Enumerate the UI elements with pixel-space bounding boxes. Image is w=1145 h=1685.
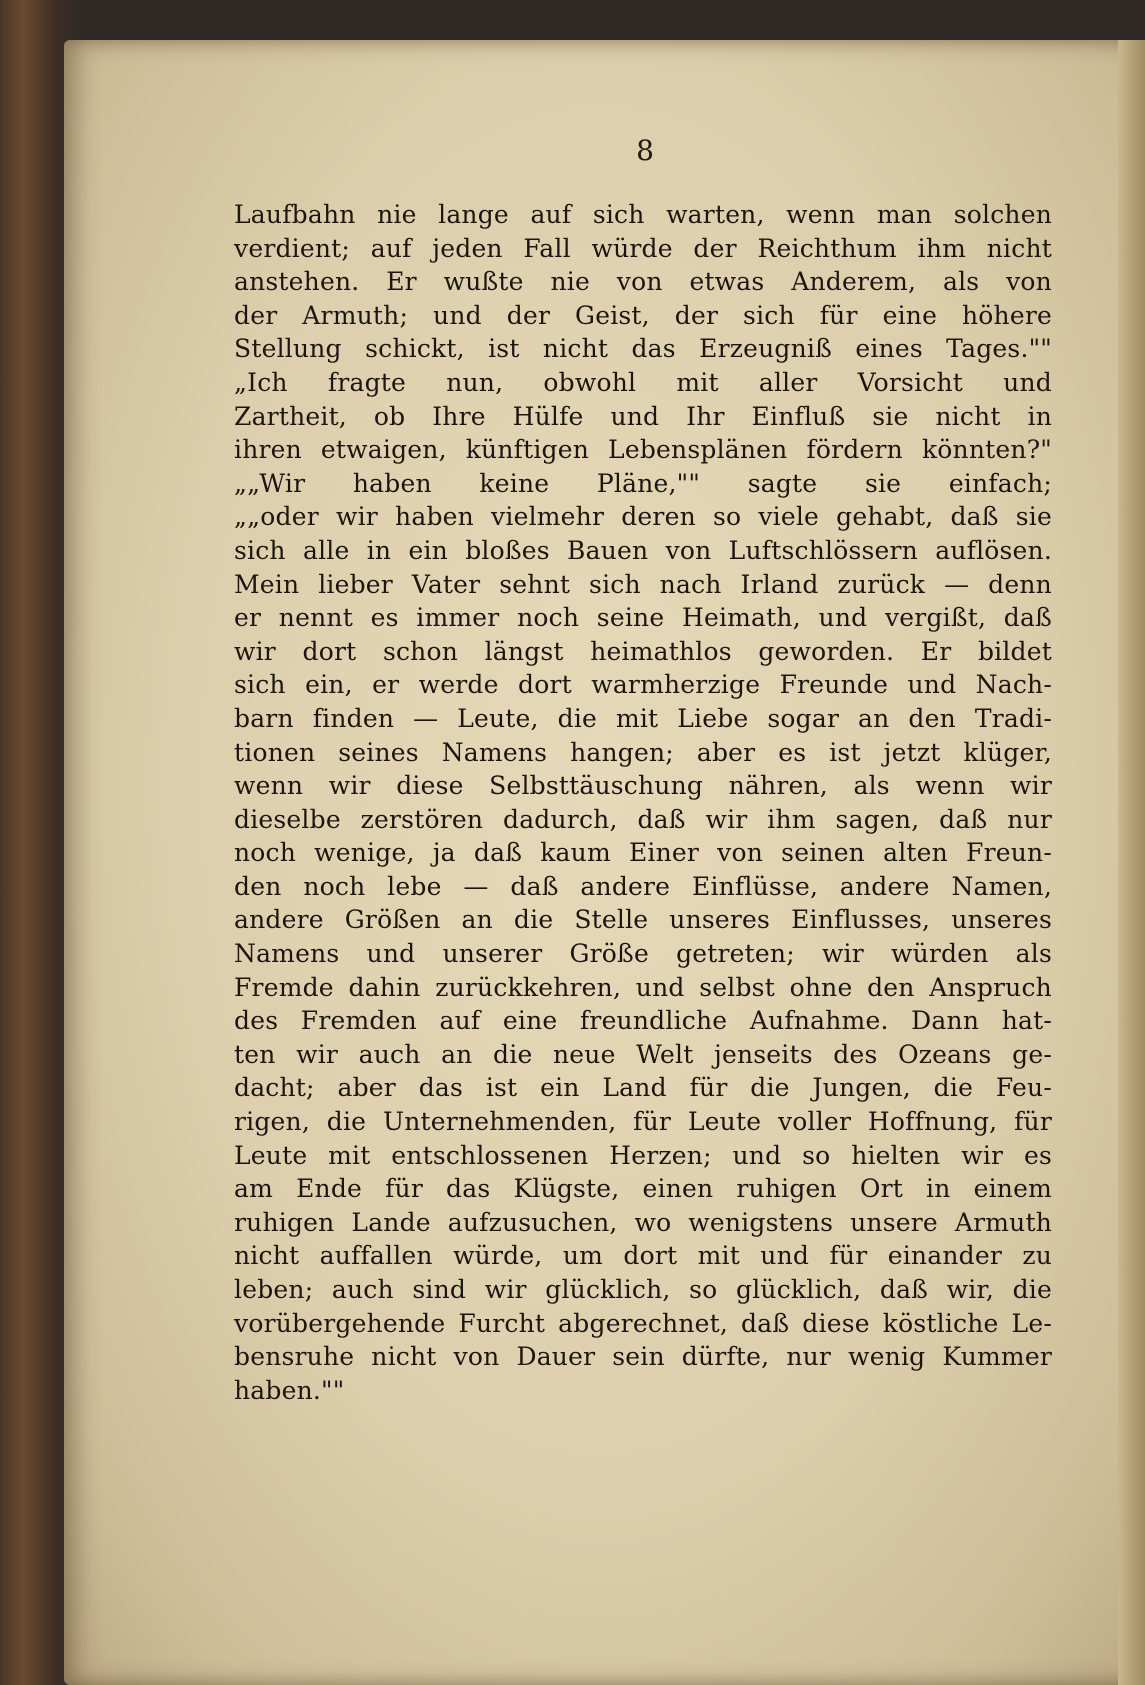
text-line: Stellung schickt, ist nicht das Erzeugniß eines Tages."" <box>234 334 1052 364</box>
text-line: vorübergehende Furcht abgerechnet, daß diese köstliche Le- <box>234 1308 1052 1338</box>
text-line: noch wenige, ja daß kaum Einer von seinen alten Freun- <box>234 838 1052 868</box>
text-line: Mein lieber Vater sehnt sich nach Irland zurück — denn <box>234 569 1052 599</box>
text-line: er nennt es immer noch seine Heimath, und vergißt, daß <box>234 603 1052 633</box>
text-line: Zartheit, ob Ihre Hülfe und Ihr Einfluß sie nicht in <box>234 401 1052 431</box>
text-line: anstehen. Er wußte nie von etwas Anderem, als von <box>234 267 1052 297</box>
text-line: Laufbahn nie lange auf sich warten, wenn man solchen <box>234 200 1052 229</box>
text-line: ten wir auch an die neue Welt jenseits des Ozeans ge- <box>234 1039 1052 1069</box>
text-line: nicht auffallen würde, um dort mit und für einander zu <box>234 1241 1052 1271</box>
text-line: andere Größen an die Stelle unseres Einflusses, unseres <box>234 905 1052 935</box>
text-line: „„oder wir haben vielmehr deren so viele gehabt, daß sie <box>234 502 1052 532</box>
text-line: der Armuth; und der Geist, der sich für eine höhere <box>234 300 1052 330</box>
text-line: dieselbe zerstören dadurch, daß wir ihm sagen, daß nur <box>234 804 1052 834</box>
text-line: verdient; auf jeden Fall würde der Reichthum ihm nicht <box>234 233 1052 263</box>
text-line: den noch lebe — daß andere Einflüsse, andere Namen, <box>234 871 1052 901</box>
page-number: 8 <box>636 134 654 167</box>
text-line: Fremde dahin zurückkehren, und selbst ohne den Anspruch <box>234 972 1052 1002</box>
text-line: ihren etwaigen, künftigen Lebensplänen fördern könnten?" <box>234 435 1052 465</box>
text-line: am Ende für das Klügste, einen ruhigen Ort in einem <box>234 1174 1052 1204</box>
text-line: Namens und unserer Größe getreten; wir würden als <box>234 939 1052 969</box>
text-line: sich ein, er werde dort warmherzige Freunde und Nach- <box>234 670 1052 700</box>
text-line: dacht; aber das ist ein Land für die Jungen, die Feu- <box>234 1073 1052 1103</box>
text-line: „„Wir haben keine Pläne,"" sagte sie einfach; <box>234 468 1052 498</box>
text-line: rigen, die Unternehmenden, für Leute voller Hoffnung, für <box>234 1107 1052 1137</box>
text-line: tionen seines Namens hangen; aber es ist jetzt klüger, <box>234 737 1052 767</box>
text-line: haben."" <box>234 1375 345 1405</box>
text-line: bensruhe nicht von Dauer sein dürfte, nur wenig Kummer <box>234 1342 1052 1372</box>
text-line: Leute mit entschlossenen Herzen; und so hielten wir es <box>234 1140 1052 1170</box>
text-line: sich alle in ein bloßes Bauen von Luftschlössern auflösen. <box>234 535 1052 565</box>
text-line: leben; auch sind wir glücklich, so glücklich, daß wir, die <box>234 1275 1052 1304</box>
page-edge <box>1118 40 1145 1685</box>
text-line: barn finden — Leute, die mit Liebe sogar an den Tradi- <box>234 703 1052 733</box>
text-line: ruhigen Lande aufzusuchen, wo wenigstens unsere Armuth <box>234 1207 1052 1237</box>
text-line: des Fremden auf eine freundliche Aufnahme. Dann hat- <box>234 1006 1052 1036</box>
text-line: wenn wir diese Selbsttäuschung nähren, als wenn wir <box>234 771 1052 801</box>
text-line: „Ich fragte nun, obwohl mit aller Vorsicht und <box>234 367 1052 397</box>
body-text <box>234 198 1052 1407</box>
text-line: wir dort schon längst heimathlos geworden. Er bildet <box>234 636 1052 666</box>
